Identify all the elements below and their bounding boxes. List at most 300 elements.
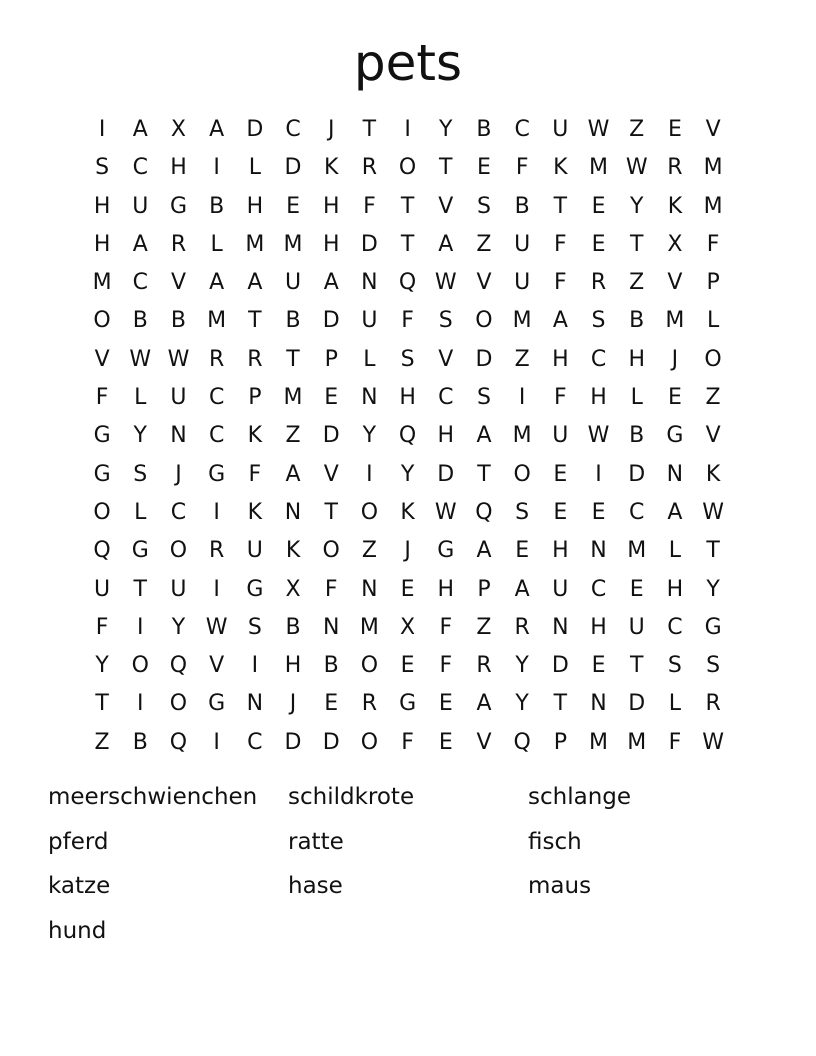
grid-letter: K (553, 155, 568, 181)
grid-letter: R (705, 691, 721, 717)
grid-letter: F (515, 155, 529, 181)
grid-letter: T (706, 538, 720, 564)
grid-row (83, 149, 733, 187)
grid-letter: X (285, 576, 301, 602)
grid-letter: U (514, 270, 531, 296)
word-search-grid (83, 111, 733, 762)
grid-letter: K (667, 193, 683, 219)
grid-letter: U (552, 117, 569, 142)
grid-letter: A (247, 270, 263, 296)
grid-letter: P (553, 729, 567, 755)
grid-letter: C (438, 385, 454, 411)
grid-letter: E (553, 499, 568, 525)
grid-letter: F (363, 193, 376, 219)
grid-letter: I (137, 691, 144, 717)
grid-letter: C (590, 576, 607, 602)
grid-letter: M (589, 729, 609, 755)
grid-letter: N (284, 499, 302, 525)
grid-letter: F (324, 576, 338, 602)
grid-letter: I (137, 614, 144, 640)
grid-letter: W (129, 346, 152, 372)
grid-letter: Y (515, 653, 529, 679)
grid-letter: P (477, 576, 491, 602)
grid-letter: E (667, 117, 682, 142)
grid-letter: V (94, 346, 110, 372)
grid-letter: M (627, 729, 647, 755)
grid-letter: W (702, 499, 724, 525)
grid-letter: M (207, 308, 227, 334)
word-list-item: hund (48, 917, 107, 944)
grid-letter: S (438, 308, 453, 334)
grid-letter: M (627, 538, 647, 564)
grid-letter: G (437, 538, 455, 564)
grid-row (83, 302, 733, 340)
grid-letter: Y (629, 193, 644, 219)
grid-letter: D (246, 117, 264, 142)
grid-letter: T (439, 155, 453, 181)
grid-letter: W (205, 614, 228, 640)
grid-letter: R (590, 270, 607, 296)
grid-letter: U (361, 308, 378, 334)
word-list (48, 778, 768, 956)
grid-letter: U (552, 576, 569, 602)
grid-letter: W (167, 346, 190, 372)
grid-letter: H (628, 346, 645, 372)
grid-letter: F (439, 653, 453, 679)
grid-letter: K (324, 155, 339, 181)
grid-letter: D (475, 346, 493, 372)
page-title: pets (353, 34, 463, 92)
grid-letter: U (514, 231, 531, 257)
grid-letter: Z (94, 729, 110, 755)
grid-letter: A (476, 538, 492, 564)
grid-letter: T (324, 499, 338, 525)
grid-letter: E (438, 691, 453, 717)
grid-row (83, 111, 733, 149)
grid-letter: L (134, 385, 147, 411)
grid-letter: T (95, 691, 109, 717)
grid-row (83, 379, 733, 417)
grid-letter: D (628, 691, 646, 717)
grid-letter: U (284, 270, 302, 296)
grid-letter: K (247, 423, 263, 449)
grid-letter: Y (706, 576, 720, 602)
grid-letter: A (514, 576, 530, 602)
grid-letter: D (628, 461, 646, 487)
grid-letter: M (589, 155, 609, 181)
grid-letter: H (399, 385, 416, 411)
grid-letter: H (284, 653, 302, 679)
grid-letter: E (591, 653, 606, 679)
grid-letter: S (95, 155, 110, 181)
grid-letter: K (400, 499, 415, 525)
grid-letter: Y (133, 423, 147, 449)
grid-letter: D (551, 653, 569, 679)
grid-letter: C (514, 117, 530, 142)
grid-letter: T (477, 461, 491, 487)
grid-letter: E (324, 691, 339, 717)
grid-row (83, 456, 733, 494)
grid-letter: T (553, 193, 568, 219)
grid-letter: A (285, 461, 301, 487)
grid-letter: T (362, 117, 377, 142)
grid-letter: N (590, 538, 607, 564)
grid-letter: B (170, 308, 187, 334)
grid-letter: E (629, 576, 644, 602)
grid-letter: V (476, 270, 492, 296)
grid-letter: C (170, 499, 187, 525)
grid-letter: C (590, 346, 607, 372)
grid-letter: J (404, 538, 411, 564)
grid-letter: B (514, 193, 530, 219)
grid-letter: H (437, 576, 455, 602)
grid-letter: K (285, 538, 301, 564)
grid-letter: H (437, 423, 455, 449)
grid-letter: E (591, 231, 606, 257)
grid-letter: A (209, 117, 225, 142)
grid-letter: L (668, 691, 682, 717)
grid-letter: E (591, 499, 606, 525)
grid-letter: L (706, 308, 720, 334)
grid-letter: U (170, 576, 187, 602)
grid-letter: B (476, 117, 492, 142)
grid-row (83, 647, 733, 685)
grid-letter: S (133, 461, 148, 487)
grid-letter: B (285, 308, 301, 334)
grid-letter: E (477, 155, 491, 181)
grid-letter: Y (515, 691, 529, 717)
grid-letter: U (132, 193, 149, 219)
grid-letter: L (630, 385, 643, 411)
grid-letter: R (361, 691, 378, 717)
grid-letter: Z (285, 423, 301, 449)
grid-letter: V (209, 653, 225, 679)
grid-letter: A (476, 423, 492, 449)
grid-letter: X (667, 231, 683, 257)
grid-letter: G (93, 423, 111, 449)
grid-letter: Y (95, 653, 109, 679)
grid-letter: Z (705, 385, 721, 411)
grid-letter: S (476, 385, 491, 411)
grid-letter: E (553, 461, 568, 487)
grid-letter: E (286, 193, 300, 219)
grid-letter: C (208, 385, 225, 411)
grid-letter: A (132, 117, 148, 142)
grid-letter: I (213, 155, 220, 181)
grid-letter: E (438, 729, 453, 755)
grid-letter: C (132, 270, 148, 296)
word-list-item: fisch (528, 828, 582, 855)
grid-row (83, 685, 733, 723)
grid-letter: B (323, 653, 339, 679)
grid-letter: M (92, 270, 112, 296)
grid-letter: P (706, 270, 720, 296)
grid-letter: D (284, 729, 302, 755)
grid-letter: G (246, 576, 264, 602)
grid-letter: I (251, 653, 259, 679)
grid-letter: M (283, 385, 303, 411)
grid-letter: N (361, 270, 378, 296)
grid-letter: T (400, 193, 415, 219)
grid-letter: L (668, 538, 682, 564)
grid-letter: Q (513, 729, 531, 755)
grid-letter: B (209, 193, 225, 219)
grid-letter: T (286, 346, 300, 372)
grid-letter: R (667, 155, 683, 181)
grid-letter: O (360, 653, 379, 679)
grid-letter: R (247, 346, 263, 372)
grid-letter: T (629, 231, 644, 257)
grid-letter: A (323, 270, 339, 296)
grid-letter: S (400, 346, 415, 372)
grid-letter: W (434, 270, 457, 296)
grid-letter: V (705, 423, 721, 449)
grid-letter: I (213, 499, 220, 525)
grid-letter: O (93, 308, 111, 334)
grid-letter: T (248, 308, 262, 334)
grid-letter: H (552, 538, 569, 564)
grid-letter: F (554, 385, 567, 411)
grid-letter: T (629, 653, 644, 679)
grid-letter: N (322, 614, 340, 640)
grid-letter: F (95, 385, 109, 411)
grid-letter: V (667, 270, 683, 296)
grid-letter: G (208, 691, 226, 717)
grid-letter: K (705, 461, 721, 487)
grid-letter: F (95, 614, 109, 640)
grid-letter: Z (476, 231, 492, 257)
grid-letter: Y (400, 461, 415, 487)
grid-letter: W (702, 729, 724, 755)
grid-letter: Q (93, 538, 111, 564)
grid-letter: M (283, 231, 303, 257)
grid-letter: A (552, 308, 568, 334)
word-list-item: meerschwienchen (48, 784, 258, 810)
grid-letter: U (552, 423, 569, 449)
grid-letter: O (398, 155, 417, 181)
grid-letter: G (208, 461, 226, 487)
grid-letter: C (629, 499, 645, 525)
grid-letter: O (322, 538, 340, 564)
grid-letter: H (93, 193, 111, 219)
grid-letter: I (213, 576, 220, 602)
word-list-item: pferd (48, 828, 109, 855)
grid-letter: O (169, 538, 188, 564)
grid-letter: C (285, 117, 301, 142)
grid-letter: W (587, 117, 610, 142)
grid-letter: C (667, 614, 683, 640)
grid-letter: D (437, 461, 455, 487)
grid-row (83, 417, 733, 455)
grid-letter: T (400, 231, 415, 257)
grid-letter: D (284, 155, 302, 181)
grid-letter: B (132, 729, 148, 755)
grid-letter: D (322, 729, 340, 755)
grid-row (83, 341, 733, 379)
grid-letter: I (213, 729, 220, 755)
grid-letter: U (628, 614, 645, 640)
grid-letter: X (170, 117, 186, 142)
grid-letter: M (245, 231, 265, 257)
grid-letter: F (706, 231, 720, 257)
grid-letter: A (438, 231, 454, 257)
grid-letter: N (666, 461, 684, 487)
grid-letter: H (666, 576, 684, 602)
grid-letter: N (246, 691, 264, 717)
grid-letter: B (629, 308, 645, 334)
grid-letter: F (439, 614, 453, 640)
grid-letter: R (209, 538, 225, 564)
grid-letter: G (704, 614, 722, 640)
grid-letter: R (361, 155, 378, 181)
grid-row (83, 494, 733, 532)
grid-letter: H (246, 193, 264, 219)
grid-letter: F (401, 729, 414, 755)
grid-letter: G (169, 193, 187, 219)
grid-letter: H (170, 155, 187, 181)
grid-letter: A (209, 270, 225, 296)
grid-letter: N (361, 576, 378, 602)
grid-letter: Z (476, 614, 492, 640)
grid-letter: F (554, 231, 567, 257)
grid-row (83, 609, 733, 647)
grid-letter: U (170, 385, 187, 411)
grid-letter: Q (169, 653, 188, 679)
grid-letter: F (554, 270, 567, 296)
grid-letter: R (514, 614, 530, 640)
grid-letter: A (476, 691, 492, 717)
grid-row (83, 724, 733, 762)
grid-letter: Z (361, 538, 377, 564)
grid-letter: W (434, 499, 457, 525)
grid-letter: T (553, 691, 568, 717)
grid-letter: P (324, 346, 338, 372)
grid-letter: N (552, 614, 569, 640)
grid-letter: R (170, 231, 187, 257)
grid-letter: E (400, 653, 415, 679)
grid-letter: H (590, 614, 607, 640)
grid-letter: I (366, 461, 373, 487)
grid-letter: I (404, 117, 411, 142)
grid-letter: Z (514, 346, 530, 372)
grid-letter: Z (629, 117, 645, 142)
grid-letter: S (667, 653, 682, 679)
grid-letter: E (515, 538, 530, 564)
grid-letter: C (208, 423, 225, 449)
grid-letter: C (132, 155, 148, 181)
grid-letter: V (438, 346, 454, 372)
grid-letter: G (399, 691, 417, 717)
grid-letter: U (94, 576, 111, 602)
grid-letter: H (590, 385, 607, 411)
grid-row (83, 188, 733, 226)
grid-letter: S (591, 308, 606, 334)
grid-letter: H (322, 231, 340, 257)
grid-letter: R (209, 346, 225, 372)
grid-letter: O (704, 346, 722, 372)
grid-letter: G (93, 461, 111, 487)
grid-letter: O (93, 499, 111, 525)
grid-letter: N (361, 385, 378, 411)
grid-letter: J (289, 691, 297, 717)
grid-letter: O (513, 461, 531, 487)
grid-letter: V (323, 461, 339, 487)
grid-letter: S (515, 499, 530, 525)
grid-letter: J (671, 346, 679, 372)
grid-letter: O (360, 499, 379, 525)
grid-letter: M (703, 193, 723, 219)
grid-letter: X (400, 614, 416, 640)
word-list-item: ratte (288, 828, 344, 855)
grid-letter: N (170, 423, 187, 449)
grid-letter: J (175, 461, 182, 487)
grid-letter: Q (398, 270, 417, 296)
grid-letter: S (247, 614, 262, 640)
grid-letter: R (476, 653, 492, 679)
grid-letter: H (93, 231, 111, 257)
grid-letter: M (512, 308, 532, 334)
grid-letter: N (590, 691, 607, 717)
grid-letter: M (703, 155, 723, 181)
grid-letter: L (248, 155, 261, 181)
grid-letter: E (667, 385, 682, 411)
grid-letter: W (587, 423, 610, 449)
grid-letter: D (322, 423, 340, 449)
grid-row (83, 532, 733, 570)
grid-letter: L (134, 499, 147, 525)
grid-letter: J (327, 117, 335, 142)
word-list-item: maus (528, 873, 592, 900)
grid-letter: Y (439, 117, 453, 142)
grid-row (83, 264, 733, 302)
word-list-item: hase (288, 873, 343, 900)
grid-letter: D (360, 231, 378, 257)
grid-letter: C (247, 729, 263, 755)
grid-letter: Q (169, 729, 188, 755)
word-list-item: katze (48, 873, 111, 900)
grid-letter: I (595, 461, 602, 487)
grid-letter: G (666, 423, 684, 449)
grid-letter: B (132, 308, 148, 334)
grid-letter: V (705, 117, 721, 142)
grid-letter: V (438, 193, 454, 219)
grid-letter: Q (475, 499, 493, 525)
grid-letter: G (131, 538, 149, 564)
grid-letter: K (247, 499, 263, 525)
grid-row (83, 571, 733, 609)
grid-letter: S (706, 653, 721, 679)
grid-letter: V (476, 729, 492, 755)
grid-letter: F (401, 308, 414, 334)
grid-letter: M (512, 423, 532, 449)
grid-letter: A (132, 231, 148, 257)
grid-letter: T (133, 576, 147, 602)
grid-letter: F (248, 461, 262, 487)
grid-letter: B (629, 423, 645, 449)
grid-letter: O (360, 729, 379, 755)
word-list-item: schlange (528, 784, 632, 810)
grid-letter: M (665, 308, 685, 334)
grid-letter: E (591, 193, 606, 219)
grid-letter: P (248, 385, 262, 411)
grid-letter: U (246, 538, 263, 564)
grid-letter: V (170, 270, 186, 296)
grid-letter: O (169, 691, 188, 717)
grid-letter: E (400, 576, 415, 602)
grid-letter: I (98, 117, 106, 142)
grid-letter: H (552, 346, 569, 372)
grid-letter: M (359, 614, 379, 640)
